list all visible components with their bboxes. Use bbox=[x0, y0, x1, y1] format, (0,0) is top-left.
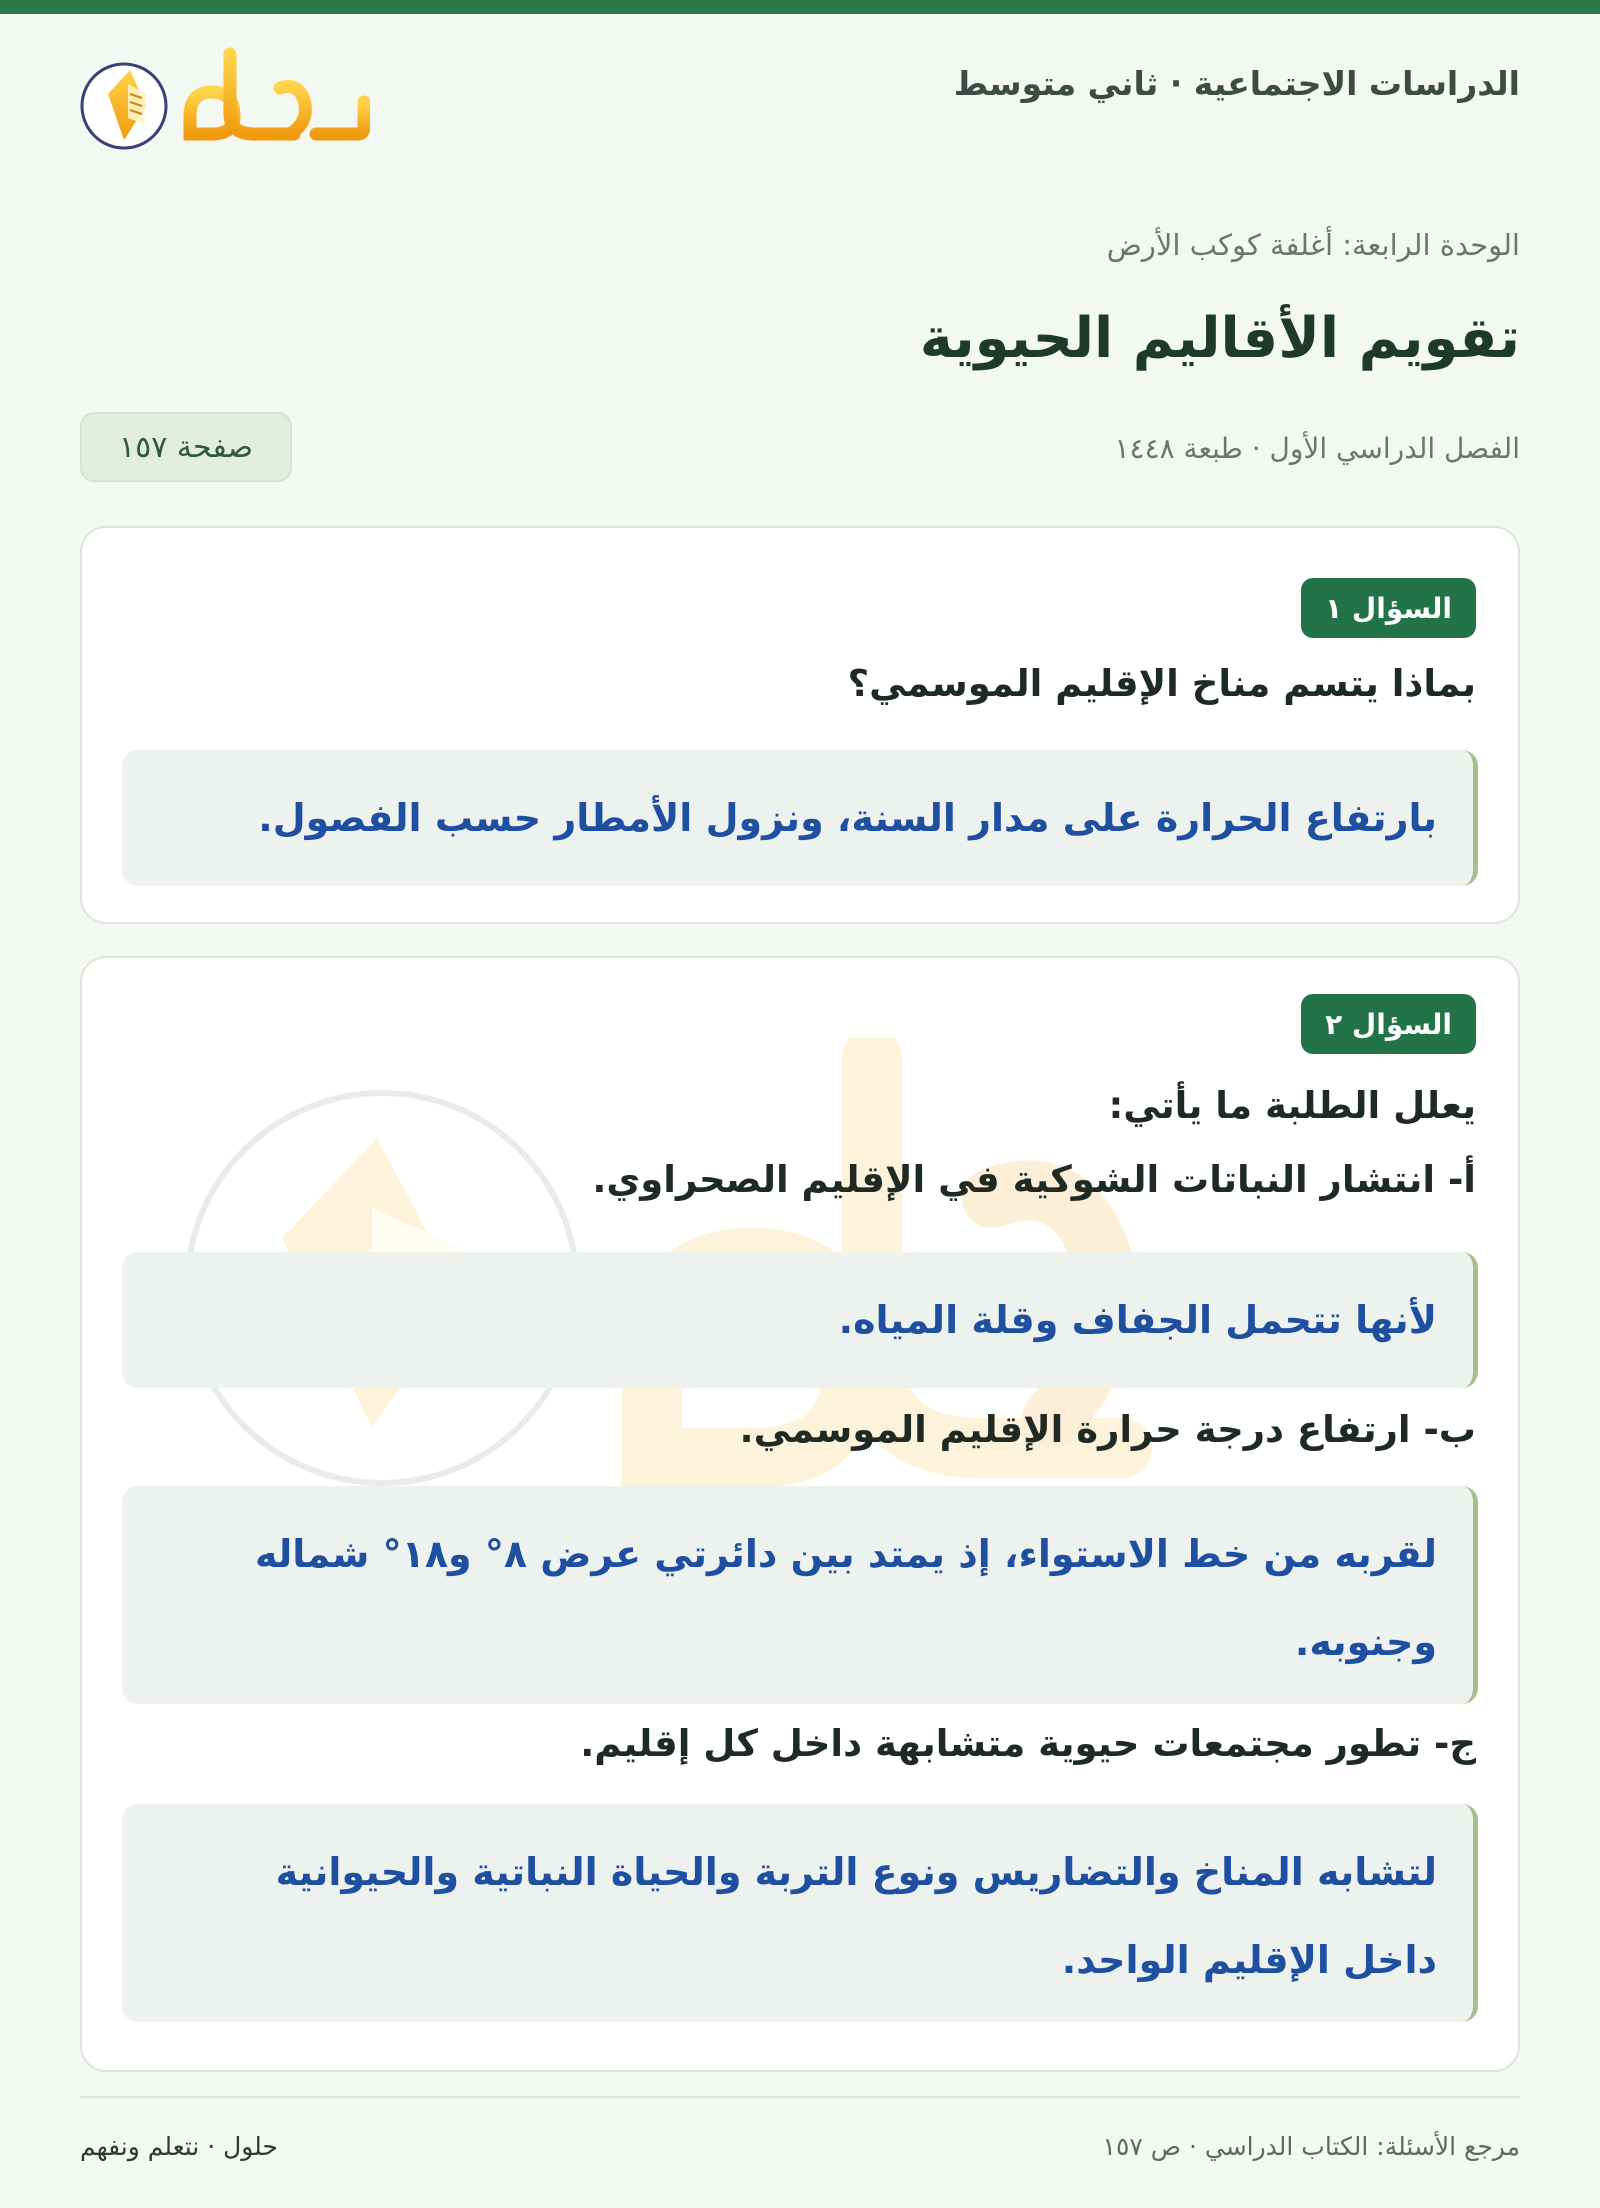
answer-box bbox=[122, 750, 1478, 886]
lesson-title: تقويم الأقاليم الحيوية bbox=[919, 306, 1520, 371]
page bbox=[80, 14, 1520, 2208]
answer-box-c bbox=[122, 1804, 1478, 2022]
answer-text-b-line-1: لقربه من خط الاستواء، إذ يمتد بين دائرتي عرض ٨° و١٨° شماله bbox=[254, 1532, 1437, 1576]
sub-question-a: أ- انتشار النباتات الشوكية في الإقليم الصحراوي. bbox=[592, 1158, 1476, 1201]
answer-box-b bbox=[122, 1486, 1478, 1704]
sub-question-b: ب- ارتفاع درجة حرارة الإقليم الموسمي. bbox=[739, 1408, 1476, 1451]
question-badge: السؤال ٢ bbox=[1301, 994, 1476, 1054]
question-text: يعلل الطلبة ما يأتي: bbox=[1108, 1084, 1476, 1127]
answer-text: بارتفاع الحرارة على مدار السنة، ونزول الأمطار حسب الفصول. bbox=[258, 796, 1437, 840]
footer-brand: حلول · نتعلم ونفهم bbox=[80, 2132, 278, 2161]
top-accent-bar bbox=[0, 0, 1600, 14]
term-edition: الفصل الدراسي الأول · طبعة ١٤٤٨ bbox=[1114, 432, 1520, 465]
logo bbox=[80, 44, 370, 154]
answer-text-c-line-2: داخل الإقليم الواحد. bbox=[1061, 1938, 1437, 1982]
answer-text-b-line-2: وجنوبه. bbox=[1294, 1620, 1437, 1664]
page-number-badge: صفحة ١٥٧ bbox=[80, 412, 292, 482]
subject-title: الدراسات الاجتماعية · ثاني متوسط bbox=[953, 64, 1520, 103]
answer-text-a: لأنها تتحمل الجفاف وقلة المياه. bbox=[838, 1298, 1437, 1342]
question-badge: السؤال ١ bbox=[1301, 578, 1476, 638]
question-card-1 bbox=[80, 526, 1520, 924]
question-text: بماذا يتسم مناخ الإقليم الموسمي؟ bbox=[847, 662, 1476, 705]
answer-box-a bbox=[122, 1252, 1478, 1388]
sub-question-c: ج- تطور مجتمعات حيوية متشابهة داخل كل إقليم. bbox=[580, 1722, 1476, 1765]
question-card-2 bbox=[80, 956, 1520, 2072]
logo-icon bbox=[80, 44, 370, 154]
unit-label: الوحدة الرابعة: أغلفة كوكب الأرض bbox=[1106, 228, 1520, 262]
answer-text-c-line-1: لتشابه المناخ والتضاريس ونوع التربة والحياة النباتية والحيوانية bbox=[275, 1850, 1437, 1894]
footer-reference: مرجع الأسئلة: الكتاب الدراسي · ص ١٥٧ bbox=[1102, 2132, 1520, 2161]
footer-divider bbox=[80, 2096, 1520, 2098]
